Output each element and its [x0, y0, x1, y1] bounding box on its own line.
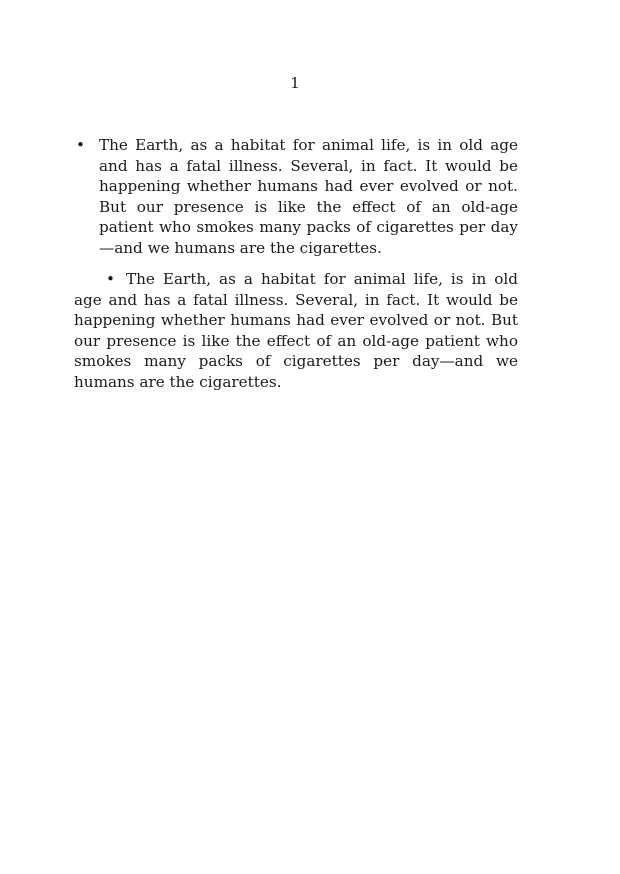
paragraph-text: The Earth, as a habitat for animal life, is in old age and has a fatal illness. Several, in fact. It would be happening whether humans had ever evolved or not. But our presence is like the effect of an old-age patient who smokes many packs of cigarettes per day—and we humans are the cigarettes.	[74, 270, 518, 391]
paragraph-bullet-icon: •	[106, 270, 115, 288]
page-number: 1	[290, 74, 300, 92]
list-item-text: The Earth, as a habitat for animal life, is in old age and has a fatal illness. Several, in fact. It would be happening whether humans had ever evolved or not. But our presence is like the effect of an old-age patient who smokes many packs of cigarettes per day—and we humans are the cigarettes.	[99, 136, 518, 257]
bullet-list	[74, 135, 518, 259]
indented-paragraph	[74, 269, 518, 393]
list-item	[74, 135, 518, 259]
bullet-icon: •	[76, 136, 85, 154]
